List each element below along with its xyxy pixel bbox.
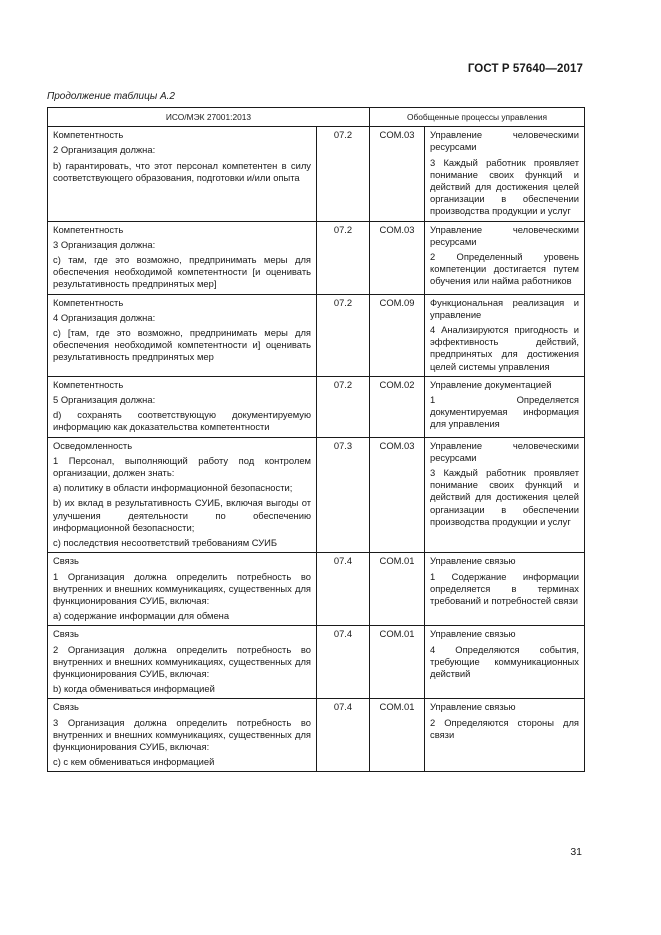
table-row xyxy=(48,626,585,699)
requirement-line: Компетентность xyxy=(53,378,124,390)
requirement-line: 1 Персонал, выполняющий работу под контролем организации, должен знать: xyxy=(53,454,311,479)
process-cell xyxy=(425,376,585,437)
requirement-cell xyxy=(48,626,317,699)
table-row xyxy=(48,127,585,221)
page-number: 31 xyxy=(570,846,582,858)
requirement-line: 2 Организация должна: xyxy=(53,144,156,156)
requirement-line: b) гарантировать, что этот персонал компетентен в силу соответствующего образования, подготовки и/или опыта xyxy=(53,159,311,183)
process-line: Управление документацией xyxy=(430,378,552,390)
requirement-line: 1 Организация должна определить потребность во внутренних и внешних коммуникациях, существенных для функционирования СУИБ, включая: xyxy=(53,570,311,606)
requirement-line: 2 Организация должна определить потребность во внутренних и внешних коммуникациях, существенных для функционирования СУИБ, включая: xyxy=(53,643,311,679)
process-line: Функциональная реализация и управление xyxy=(430,296,579,320)
requirement-line: d) сохранять соответствующую документируемую информацию как доказательства компетентности xyxy=(53,409,311,433)
requirement-line: 3 Организация должна: xyxy=(53,238,156,250)
requirement-line: c) последствия несоответствий требованиям СУИБ xyxy=(53,537,278,549)
requirement-line: Компетентность xyxy=(53,129,124,141)
clause-cell: 07.2 xyxy=(317,127,370,221)
process-line: 4 Анализируются пригодность и эффективность действий, предпринятых для достижения целей системы управления xyxy=(430,324,579,372)
clause-cell: 07.2 xyxy=(317,294,370,376)
table-row xyxy=(48,699,585,772)
process-line: 1 Содержание информации определяется в терминах требований и потребностей связи xyxy=(430,570,579,606)
process-code-cell: COM.01 xyxy=(370,626,425,699)
process-code-cell: COM.02 xyxy=(370,376,425,437)
table-row xyxy=(48,294,585,376)
requirement-line: Компетентность xyxy=(53,296,124,308)
requirement-cell xyxy=(48,221,317,294)
process-line: Управление человеческими ресурсами xyxy=(430,223,579,247)
table-header-row xyxy=(48,108,585,127)
process-line: 3 Каждый работник проявляет понимание своих функций и действий для достижения целей организации в обеспечении производства продукции и услуг xyxy=(430,467,579,527)
requirements-mapping-table xyxy=(47,107,585,772)
process-code-cell: COM.09 xyxy=(370,294,425,376)
requirement-line: c) [там, где это возможно, предпринимать меры для обеспечения необходимой компетентности и] оценивать результативность предпринятых мер xyxy=(53,327,311,363)
requirement-cell xyxy=(48,376,317,437)
requirement-line: a) содержание информации для обмена xyxy=(53,610,230,622)
header-iso: ИСО/МЭК 27001:2013 xyxy=(48,108,370,127)
table-row xyxy=(48,437,585,553)
requirement-line: b) их вклад в результативность СУИБ, включая выгоды от улучшения деятельности по обеспечению информационной безопасности; xyxy=(53,497,311,533)
process-cell xyxy=(425,626,585,699)
document-id: ГОСТ Р 57640—2017 xyxy=(467,63,583,75)
process-cell xyxy=(425,127,585,221)
requirement-line: Связь xyxy=(53,628,79,640)
process-cell xyxy=(425,699,585,772)
requirement-line: c) с кем обмениваться информацией xyxy=(53,756,215,768)
requirement-line: Осведомленность xyxy=(53,439,133,451)
clause-cell: 07.2 xyxy=(317,221,370,294)
requirement-line: 3 Организация должна определить потребность во внутренних и внешних коммуникациях, существенных для функционирования СУИБ, включая: xyxy=(53,716,311,752)
table-caption: Продолжение таблицы А.2 xyxy=(47,91,175,102)
process-code-cell: COM.03 xyxy=(370,437,425,553)
requirement-line: Связь xyxy=(53,701,79,713)
requirement-cell xyxy=(48,553,317,626)
requirement-cell xyxy=(48,294,317,376)
requirement-line: Компетентность xyxy=(53,223,124,235)
process-line: Управление человеческими ресурсами xyxy=(430,439,579,463)
requirement-line: c) там, где это возможно, предпринимать меры для обеспечения необходимой компетентности [и оценивать результативность предпринятых мер] xyxy=(53,254,311,290)
requirement-line: 5 Организация должна: xyxy=(53,394,156,406)
clause-cell: 07.4 xyxy=(317,626,370,699)
process-code-cell: COM.03 xyxy=(370,221,425,294)
requirement-line: Связь xyxy=(53,555,79,567)
process-line: Управление связью xyxy=(430,555,516,567)
process-line: Управление человеческими ресурсами xyxy=(430,129,579,153)
requirement-line: 4 Организация должна: xyxy=(53,311,156,323)
process-cell xyxy=(425,221,585,294)
requirement-cell xyxy=(48,437,317,553)
process-cell xyxy=(425,553,585,626)
process-code-cell: COM.01 xyxy=(370,699,425,772)
requirement-cell xyxy=(48,699,317,772)
requirement-line: b) когда обмениваться информацией xyxy=(53,683,215,695)
process-line: 2 Определяются стороны для связи xyxy=(430,716,579,740)
clause-cell: 07.3 xyxy=(317,437,370,553)
requirement-cell xyxy=(48,127,317,221)
process-cell xyxy=(425,437,585,553)
process-line: 3 Каждый работник проявляет понимание своих функций и действий для достижения целей организации в обеспечении производства продукции и услуг xyxy=(430,156,579,217)
requirement-line: a) политику в области информационной безопасности; xyxy=(53,482,293,494)
process-line: Управление связью xyxy=(430,628,516,640)
process-code-cell: COM.01 xyxy=(370,553,425,626)
header-processes: Обобщенные процессы управления xyxy=(370,108,585,127)
process-line: 2 Определенный уровень компетенции достигается путем обучения или найма работников xyxy=(430,251,579,287)
clause-cell: 07.4 xyxy=(317,699,370,772)
clause-cell: 07.2 xyxy=(317,376,370,437)
process-line: 1 Определяется документируемая информация для управления xyxy=(430,394,579,430)
clause-cell: 07.4 xyxy=(317,553,370,626)
process-line: Управление связью xyxy=(430,701,516,713)
table-row xyxy=(48,221,585,294)
table-row xyxy=(48,553,585,626)
process-line: 4 Определяются события, требующие коммуникационных действий xyxy=(430,643,579,679)
process-cell xyxy=(425,294,585,376)
table-row xyxy=(48,376,585,437)
process-code-cell: COM.03 xyxy=(370,127,425,221)
